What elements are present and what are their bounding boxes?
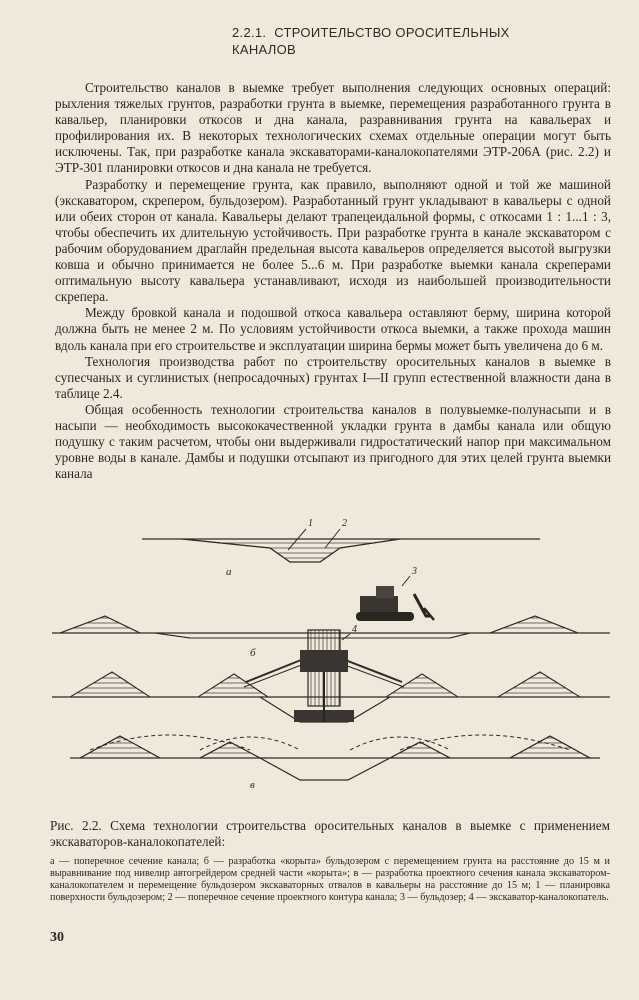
label-a: а [226,566,232,578]
body-text [55,80,611,482]
label-2: 2 [342,518,347,529]
paragraph: Общая особенность технологии строительства каналов в полувыемке-полунасыпи и в насыпи — необходимость высококачественной укладки грунта в дамбы канала или общую подушку с таким расчетом, чтобы они выдерживали гидростатический напор при максимальном уровне воды в канале. Дамбы и подушки отсыпают из пригодного для этих целей грунта выемки канала [55,401,611,482]
figure-caption [50,818,610,904]
label-v: в [250,779,255,791]
dump-right [386,674,458,697]
label-4: 4 [352,624,357,635]
paragraph: Разработку и перемещение грунта, как правило, выполняют одной и той же машиной (экскаватором, скрепером, бульдозером). Разработанный грунт укладывают в кавальеры с одной или обеих сторон от канала. Кавальеры делают трапецеидальной формы, с откосами 1 : 1...1 : 3, чтобы обеспечить их длительную устойчивость. При разработке грунта в канале экскаватором с рабочим оборудованием драглайн предельная высота кавальеров определяется высотой выгрузки ковша и обычно принимается не более 5...6 м. При разработке выемки канала скреперами оптимальную высоту кавальера устанавливают, исходя из наибольшей производительности скрепера. [55,176,611,305]
section-heading [232,24,562,58]
paragraph: Строительство каналов в выемке требует выполнения следующих основных операций: рыхления тяжелых грунтов, разработки грунта в выемке, перемещения разработанного грунта в кавальер, планировки откосов и дна канала, разравнивания грунта на кавальерах и профилирования их. В некоторых технологических схемах отдельные операции могут быть исключены. Так, при разработке канала экскаваторами-каналокопателями ЭТР-206А (рис. 2.2) и ЭТР-301 планировки откосов и дна канала не требуется. [55,80,611,176]
figure-drawing [50,512,615,804]
label-b: б [250,647,256,659]
spoil-bank-left [60,616,140,633]
panel-v-bottom [70,735,600,780]
label-1: 1 [308,518,313,529]
paragraph: Между бровкой канала и подошвой откоса кавальера оставляют берму, ширина которой должна быть не менее 2 м. По условиям устойчивости откоса выемки, а также прохода машин вдоль канала при его строительстве и эксплуатации ширина бермы может быть увеличена до 6 м. [55,305,611,353]
section-number: 2.2.1. [232,25,267,40]
bulldozer-icon [356,576,434,621]
section-title: СТРОИТЕЛЬСТВО ОРОСИТЕЛЬНЫХ КАНАЛОВ [232,25,510,57]
spoil-bank-right-top [498,672,580,697]
caption-legend: а — поперечное сечение канала; б — разработка «корыта» бульдозером с перемещением грунта на расстояние до 15 м и выравнивание под нивелир автогрейдером средней части «корыта»; в — разработка проектного сечения канала экскаватором-каналокопателем и перемещение бульдозером экскаваторных отвалов в кавальеры на расстояние до 15 м; 1 — планировка поверхности бульдозером; 2 — поперечное сечение проектного контура канала; 3 — бульдозер; 4 — экскаватор-каналокопатель. [50,856,610,904]
caption-title: Рис. 2.2. Схема технологии строительства оросительных каналов в выемке с применением экскаваторов-каналокопателей: [50,818,610,849]
spoil-bank-right [490,616,578,633]
panel-a [142,529,540,562]
spoil-bank-left-top [70,672,150,697]
excavator-canal-digger-icon [294,630,354,722]
label-3: 3 [412,566,417,577]
page-number: 30 [50,930,64,945]
figure-canal-technology [50,512,615,804]
paragraph: Технология производства работ по строительству оросительных каналов в выемке в супесчаных и суглинистых (непросадочных) грунтах I—II групп естественной влажности дана в таблице 2.4. [55,353,611,401]
